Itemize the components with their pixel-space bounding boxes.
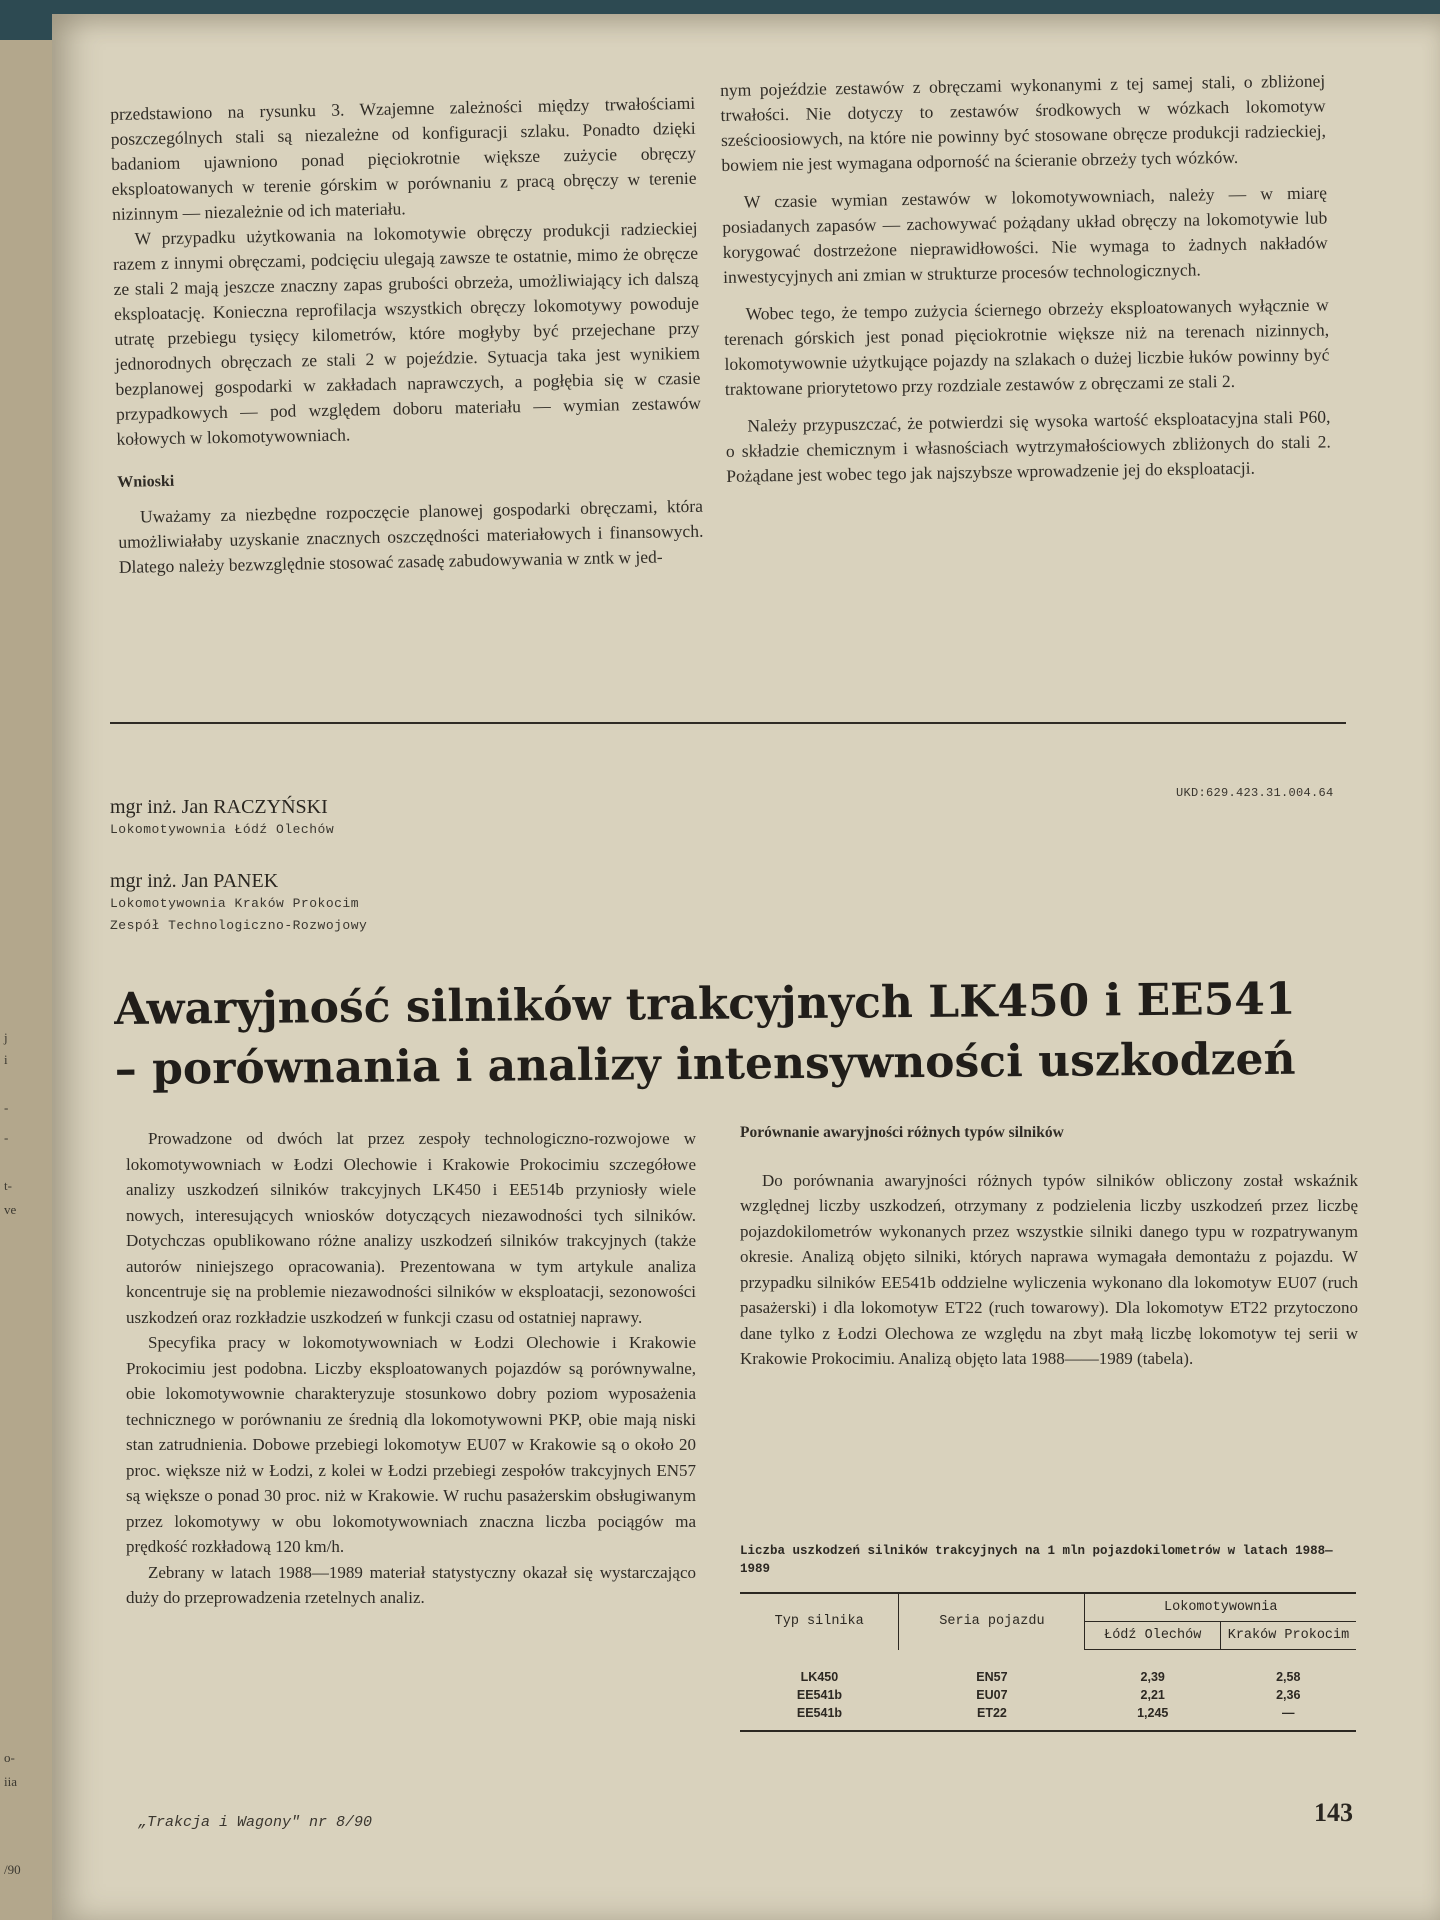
- paragraph: przedstawiono na rysunku 3. Wzajemne zależności między trwałościami poszczególnych stali są niezależne od konfiguracji szlaku. Ponadto dzięki badaniom ujawniono ponad pięciokrotnie większe zużycie obręczy eksploatowanych w terenie górskim w porównaniu z pracą obręczy w terenie nizinnym — niezależnie od ich materiału.: [110, 92, 697, 224]
- paragraph: Uważamy za niezbędne rozpoczęcie planowej gospodarki obręczami, która umożliwiałaby uzyskanie znacznych oszczędności materiałowych i finansowych. Dlatego należy bezwzględnie stosować zasadę zabudowywania w zntk w jed-: [118, 495, 704, 577]
- paragraph: Wobec tego, że tempo zużycia ściernego obrzeży eksploatowanych wyłącznie w terenach górskich jest ponad pięciokrotnie większe niż na terenach nizinnych, lokomotywownie użytkujące pojazdy na szlakach o dużej liczbie łuków powinny być traktowane priorytetowo przy rozdziale zestawów z obręczami ze stali 2.: [723, 294, 1330, 399]
- journal-footer: „Trakcja i Wagony" nr 8/90: [138, 1814, 373, 1831]
- prev-fragment: j: [4, 1030, 8, 1045]
- paragraph: Do porównania awaryjności różnych typów silników obliczony został wskaźnik względnej liczby uszkodzeń, otrzymany z podzielenia liczby uszkodzeń przez liczbę pojazdokilometrów wykonanych przez wszystkie silniki danego typu w rozpatrywanym okresie. Analizą objęto silniki, których naprawa wymagała demontażu z pojazdu. W przypadku silników EE541b oddzielne wyliczenia wykonano dla lokomotyw EU07 (ruch pasażerski) i dla lokomotyw ET22 (ruch towarowy). Dla lokomotyw ET22 przytoczono dane tylko z Łodzi Olechowa ze względu na zbyt małą liczbę lokomotyw tej serii w Krakowie Prokocimiu. Analizą objęto lata 1988——1989 (tabela).: [740, 1170, 1358, 1368]
- paragraph: Należy przypuszczać, że potwierdzi się wysoka wartość eksploatacyjna stali P60, o składzie chemicznym i własnościach wytrzymałościowych zbliżonych do stali 2. Pożądane jest wobec tego jak najszybsze wprowadzenie jej do eksploatacji.: [725, 406, 1331, 486]
- section-divider: [110, 722, 1346, 724]
- header-typ: Typ silnika: [740, 1593, 899, 1650]
- top-left-column: [110, 91, 704, 580]
- data-table-block: [740, 1542, 1356, 1732]
- article-title: [114, 969, 1375, 1100]
- header-seria: Seria pojazdu: [899, 1593, 1085, 1650]
- cell-lodz: 2,21: [1140, 1688, 1165, 1702]
- title-line: – porównania i analizy intensywności uszkodzeń: [114, 1033, 1296, 1095]
- cell-krakow: 2,36: [1276, 1688, 1301, 1702]
- title-line: Awaryjność silników trakcyjnych LK450 i EE541: [114, 973, 1296, 1035]
- author-name: mgr inż. Jan RACZYŃSKI: [110, 796, 328, 818]
- data-table: [740, 1592, 1356, 1732]
- cell-typ: EE541b: [796, 1688, 843, 1702]
- udk-code: UKD:629.423.31.004.64: [1176, 786, 1334, 800]
- cell-krakow: —: [1220, 1704, 1356, 1731]
- prev-fragment: o-: [4, 1750, 15, 1765]
- author-block: [110, 796, 334, 841]
- cell-lodz: 1,245: [1085, 1704, 1221, 1731]
- prev-fragment: i: [4, 1052, 8, 1067]
- author-affiliation: Lokomotywownia Łódź Olechów: [110, 822, 335, 837]
- prev-fragment: ve: [4, 1202, 17, 1217]
- cell-lodz: 2,39: [1140, 1670, 1165, 1684]
- bottom-left-column: [126, 1126, 696, 1611]
- prev-fragment: t-: [4, 1178, 12, 1193]
- table-row: [740, 1704, 1356, 1731]
- paragraph: W czasie wymian zestawów w lokomotywowniach, należy — w miarę posiadanych zapasów — zachowywać pożądany układ obręczy na lokomotywie lub korygować dostrzeżone nieprawidłowości. Nie wymaga to żadnych nakładów inwestycyjnych ani zmian w strukturze procesów technologicznych.: [722, 182, 1328, 287]
- bottom-right-column: [740, 1120, 1358, 1372]
- paragraph: Zebrany w latach 1988—1989 materiał statystyczny okazał się wystarczająco duży do przeprowadzenia rzetelnych analiz.: [126, 1562, 696, 1607]
- paragraph: Prowadzone od dwóch lat przez zespoły technologiczno-rozwojowe w lokomotywowniach w Łodzi Olechowie i Krakowie Prokocimiu szczegółowe analizy uszkodzeń silników trakcyjnych LK450 i EE514b przyniosły wiele nowych, interesujących wniosków dotyczących niezawodności tych silników. Dotychczas opublikowano różne analizy uszkodzeń silników trakcyjnych (także autorów niniejszego opracowania). Prezentowana w tym artykule analiza koncentruje się na problemie niezawodności silników w eksploatacji, sezonowości uszkodzeń oraz rozkładzie uszkodzeń w funkcji czasu od ostatniej naprawy.: [126, 1129, 696, 1327]
- magazine-page: [52, 14, 1440, 1920]
- page-number: 143: [1314, 1798, 1353, 1827]
- author-name: mgr inż. Jan PANEK: [110, 870, 279, 892]
- header-lodz: Łódź Olechów: [1085, 1622, 1221, 1650]
- cell-typ: EE541b: [740, 1704, 899, 1731]
- paragraph: nym pojeździe zestawów z obręczami wykonanymi z tej samej stali, o zbliżonej trwałości. Nie dotyczy to zestawów środkowych w wózkach lokomotyw sześcioosiowych, na które nie powinny być stosowane obręcze produkcji radzieckiej, bowiem nie jest wymagana odporność na ścieranie obrzeży tych wózków.: [720, 70, 1327, 175]
- prev-fragment: /90: [4, 1862, 21, 1877]
- table-row: [740, 1650, 1356, 1687]
- cell-krakow: 2,58: [1276, 1670, 1301, 1684]
- author-block: [110, 870, 367, 937]
- header-lokomotywownia: Lokomotywownia: [1085, 1593, 1356, 1622]
- paragraph: Specyfika pracy w lokomotywowniach w Łodzi Olechowie i Krakowie Prokocimiu jest podobna. Liczby eksploatowanych pojazdów są porównywalne, obie lokomotywownie charakteryzuje stosunkowo dobry poziom wyposażenia technicznego w porównaniu ze średnią dla lokomotywowni PKP, obie mają niski stan zatrudnienia. Dobowe przebiegi lokomotyw EU07 w Krakowie są o około 20 proc. większe niż w Łodzi, z kolei w Łodzi przebiegi zespołów trakcyjnych EN57 są większe o ponad 30 proc. niż w Krakowie. W ruchu pasażerskim obsługiwanym przez lokomotywy w obu lokomotywowniach znaczna liczba pociągów ma prędkość rozkładową 120 km/h.: [126, 1333, 696, 1556]
- author-affiliation: Lokomotywownia Kraków Prokocim: [110, 896, 360, 911]
- table-caption: Liczba uszkodzeń silników trakcyjnych na 1 mln pojazdokilometrów w latach 1988—1989: [740, 1544, 1333, 1576]
- paragraph: W przypadku użytkowania na lokomotywie obręczy produkcji radzieckiej razem z innymi obręczami, podcięciu ulegają zawsze te ostatnie, mimo że obręcze ze stali 2 mają jeszcze znaczny zapas grubości obrzeża, umożliwiający ich dalszą eksploatację. Konieczna reprofilacja wszystkich obręczy lokomotywy powoduje utratę przebiegu tysięcy kilometrów, które mogłyby być przejechane przy jednorodnych obręczach ze stali 2 w pojeździe. Sytuacja taka jest wynikiem bezplanowej gospodarki w zakładach naprawczych, a pogłębia się w czasie przypadkowych — pod względem doboru materiału — wymian zestawów kołowych w lokomotywowniach.: [112, 217, 702, 449]
- prev-fragment: -: [4, 1100, 9, 1115]
- cell-seria: EN57: [976, 1669, 1008, 1684]
- cell-typ: LK450: [800, 1669, 839, 1684]
- cell-seria: ET22: [899, 1704, 1085, 1731]
- header-krakow: Kraków Prokocim: [1220, 1622, 1356, 1650]
- section-heading: Wnioski: [117, 472, 175, 491]
- prev-fragment: -: [4, 1130, 9, 1145]
- author-affiliation: Zespół Technologiczno-Rozwojowy: [110, 918, 368, 933]
- table-row: [740, 1686, 1356, 1704]
- cell-seria: EU07: [976, 1688, 1008, 1702]
- prev-fragment: iia: [4, 1774, 17, 1789]
- top-right-column: [720, 68, 1331, 488]
- section-heading: Porównanie awaryjności różnych typów silników: [740, 1124, 1064, 1141]
